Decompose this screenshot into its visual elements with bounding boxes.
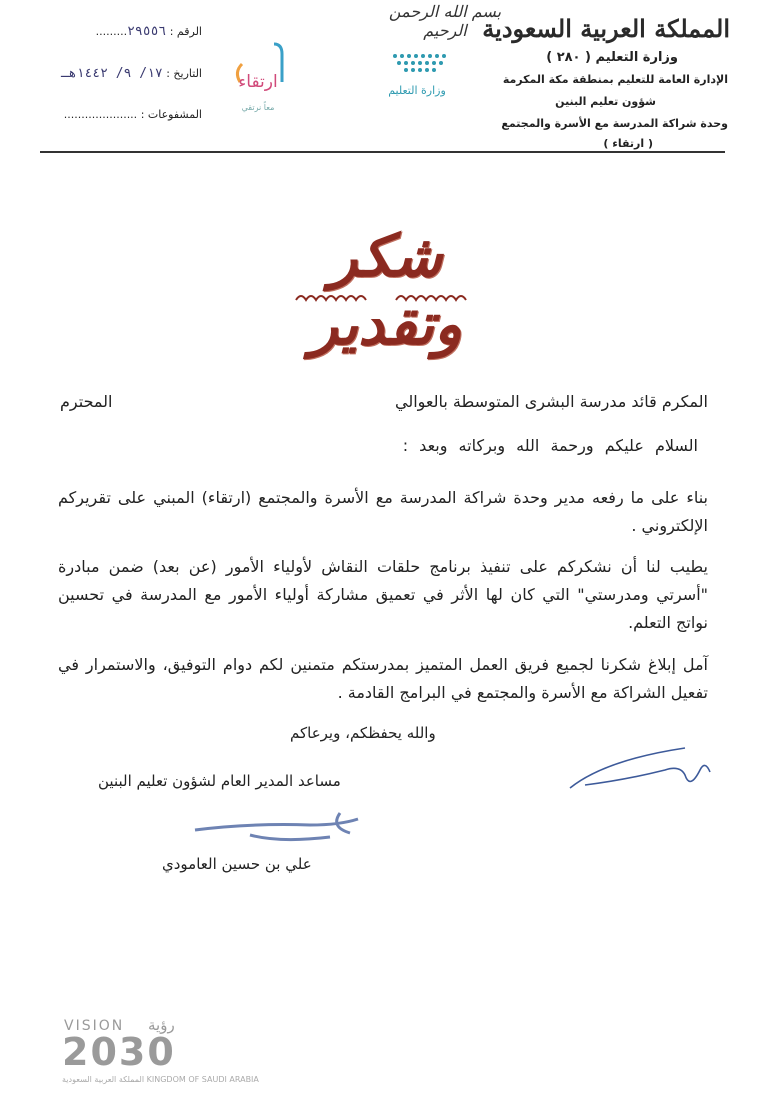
reference-number-label: الرقم : (169, 25, 202, 38)
irtiqa-logo-tagline: معاً نرتقي (241, 103, 275, 112)
vision-subtitle: المملكة العربية السعودية KINGDOM OF SAUDI ARABIA (62, 1075, 259, 1084)
paragraph-2: يطيب لنا أن نشكركم على تنفيذ برنامج حلقات النقاش لأولياء الأمور (عن بعد) ضمن مبادرة "أسرتي ومدرستي" التي كان لها الأثر في تعميق مشاركة أولياء الأمور مع المدرسة في تحسين نواتج التعلم. (58, 557, 708, 632)
closing-line: والله يحفظكم، ويرعاكم (290, 724, 436, 742)
vision-year: 2030 (62, 1030, 176, 1074)
greeting-line: السلام عليكم ورحمة الله وبركاته وبعد : (402, 436, 698, 455)
date-label: التاريخ : (166, 67, 202, 80)
header-divider (40, 151, 725, 153)
attachments-label: المشفوعات : (140, 108, 202, 121)
kingdom-name: المملكة العربية السعودية (482, 14, 730, 43)
paragraph-1: بناء على ما رفعه مدير وحدة شراكة المدرسة مع الأسرة والمجتمع (ارتقاء) المبني على تقريركم الإلكتروني . (58, 488, 708, 535)
reference-number-value: ٢٩٥٥٦ (127, 24, 167, 39)
vision-en-label: VISION (64, 1018, 125, 1034)
ministry-line: وزارة التعليم ( ٢٨٠ ) (546, 50, 678, 65)
basmala: بسم الله الرحمن الرحيم (388, 2, 502, 40)
reference-number-field: الرقم : ٢٩٥٥٦......... (95, 24, 202, 39)
signatory-name: علي بن حسين العامودي (162, 855, 312, 873)
date-value: ١٧/ ٩/ ١٤٤٢هـ (60, 66, 163, 81)
vision-ar-label: رؤية (148, 1016, 175, 1034)
document-title: شكر وتقدير (309, 222, 463, 358)
signature-secondary-icon (565, 740, 715, 798)
irtiqa-logo-word: ارتقاء (238, 72, 278, 92)
directorate-line: الإدارة العامة للتعليم بمنطقة مكة المكرمة (502, 73, 728, 86)
boys-affairs-line: شؤون تعليم البنين (555, 95, 656, 108)
respected-label: المحترم (60, 392, 113, 411)
unit-line: وحدة شراكة المدرسة مع الأسرة والمجتمع (501, 117, 728, 130)
irtiqa-paren-line: ( ارتقاء ) (603, 137, 653, 150)
paragraph-3: آمل إبلاغ شكرنا لجميع فريق العمل المتميز بمدرستكم متمنين لكم دوام التوفيق، والاستمرار في تفعيل الشراكة مع الأسرة والمجتمع في البرامج القادمة . (58, 655, 708, 702)
signatory-title: مساعد المدير العام لشؤون تعليم البنين (98, 772, 341, 790)
signature-main-icon (190, 805, 365, 853)
addressee-line: المكرم قائد مدرسة البشرى المتوسطة بالعوالي (394, 392, 708, 411)
date-field (62, 66, 202, 81)
attachments-field: المشفوعات : ..................... (63, 108, 202, 121)
moe-logo-text: وزارة التعليم (388, 84, 446, 97)
